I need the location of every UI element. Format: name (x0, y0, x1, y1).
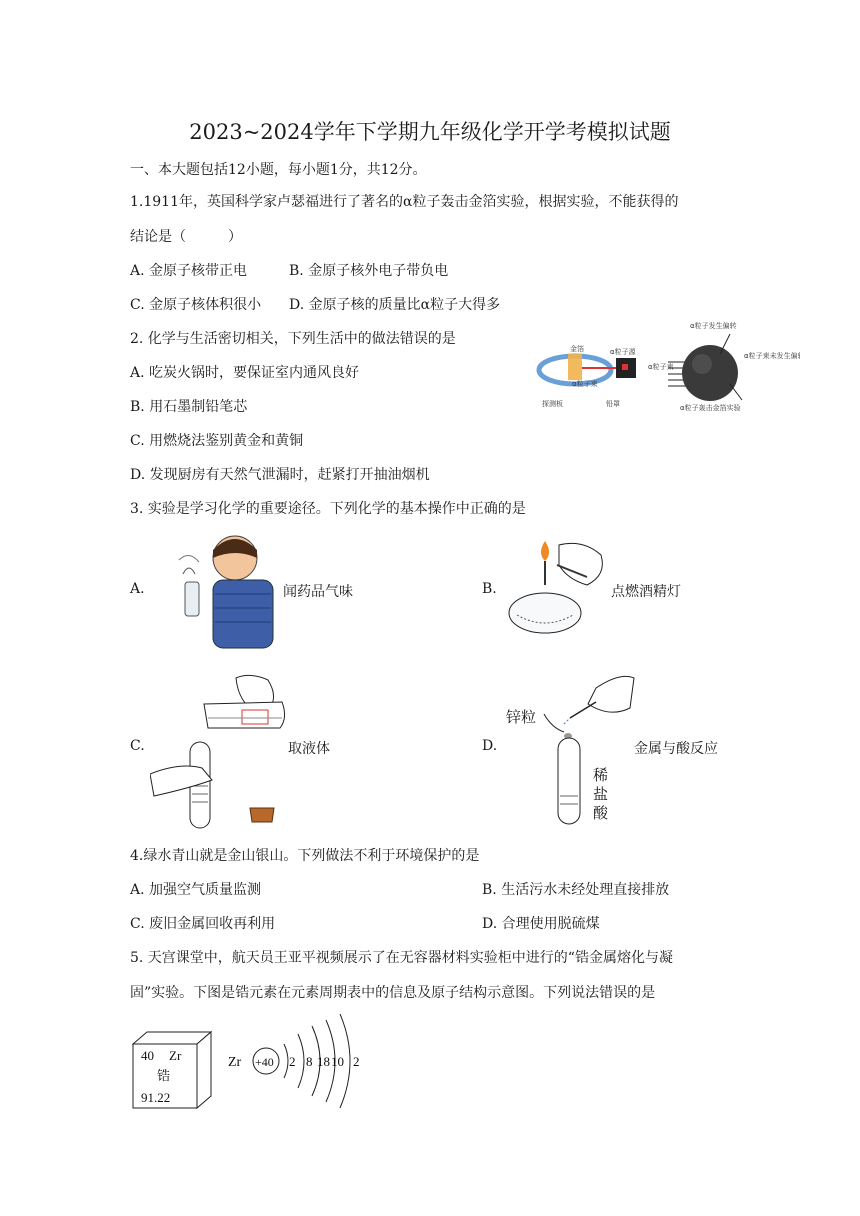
shell-1: 2 (289, 1054, 296, 1069)
acid-label-char-2: 盐 (593, 785, 609, 803)
q3-a-letter: A. (130, 581, 145, 597)
q4-option-c: C. 废旧金属回收再利用 (130, 916, 276, 932)
q2-stem: 2. 化学与生活密切相关，下列生活中的做法错误的是 (130, 331, 456, 347)
fig-label-beam2: α粒子束 (648, 363, 674, 371)
q3-b-letter: B. (482, 581, 497, 597)
q1-option-b: B. 金原子核外电子带负电 (289, 263, 449, 279)
q3-d-figure (540, 668, 640, 837)
rutherford-figure (530, 318, 800, 422)
page-title: 2023~2024学年下学期九年级化学开学考模拟试题 (189, 120, 671, 144)
q2-option-d: D. 发现厨房有天然气泄漏时，赶紧打开抽油烟机 (130, 467, 430, 483)
atom-symbol: Zr (228, 1055, 242, 1070)
q4-option-d: D. 合理使用脱硫煤 (482, 916, 600, 932)
q3-a-figure (165, 530, 285, 654)
q1-option-a: A. 金原子核带正电 (130, 263, 248, 279)
element-cell-figure (129, 1030, 219, 1116)
q3-stem: 3. 实验是学习化学的重要途径。下列化学的基本操作中正确的是 (130, 501, 526, 517)
q3-b-figure (497, 535, 617, 649)
atom-nucleus: +40 (255, 1055, 274, 1069)
fig-label-deflect: α粒子发生偏转 (690, 322, 737, 330)
shell-4: 10 (331, 1054, 344, 1069)
section-heading: 一、本大题包括12小题，每小题1分，共12分。 (130, 162, 427, 178)
q4-stem: 4.绿水青山就是金山银山。下列做法不利于环境保护的是 (130, 848, 480, 864)
shell-2: 8 (306, 1054, 313, 1069)
element-name: 锆 (157, 1069, 171, 1084)
q1-stem-line1: 1.1911年，英国科学家卢瑟福进行了著名的α粒子轰击金箔实验，根据实验，不能获得的 (130, 194, 679, 210)
fig-label-foil: 金箔 (570, 345, 584, 353)
q3-d-zinc-label: 锌粒 (506, 708, 537, 726)
atom-structure-figure (226, 1012, 366, 1116)
fig-label-nodeflect: α粒子束未发生偏转 (744, 352, 800, 360)
element-mass: 91.22 (141, 1090, 171, 1105)
fig-caption: α粒子轰击金箔实验 (680, 404, 741, 412)
fig-label-lead: 铅罩 (606, 400, 620, 408)
q3-d-acid-label (593, 766, 611, 823)
q3-c-letter: C. (130, 738, 145, 754)
q2-option-c: C. 用燃烧法鉴别黄金和黄铜 (130, 433, 304, 449)
q2-option-b: B. 用石墨制铅笔芯 (130, 399, 248, 415)
q1-option-d: D. 金原子核的质量比α粒子大得多 (289, 297, 501, 313)
shell-3: 18 (317, 1054, 330, 1069)
q5-stem-line1: 5. 天宫课堂中，航天员王亚平视频展示了在无容器材料实验柜中进行的“锆金属熔化与凝 (130, 950, 673, 966)
q4-option-a: A. 加强空气质量监测 (130, 882, 262, 898)
element-number: 40 (141, 1048, 154, 1063)
fig-label-screen: 探测板 (542, 400, 563, 408)
q3-d-letter: D. (482, 738, 498, 754)
q3-a-caption: 闻药品气味 (283, 584, 353, 600)
shell-5: 2 (353, 1054, 360, 1069)
q2-option-a: A. 吃炭火锅时，要保证室内通风良好 (130, 365, 360, 381)
q1-option-c: C. 金原子核体积很小 (130, 297, 262, 313)
q3-c-caption: 取液体 (288, 741, 330, 757)
acid-label-char-1: 稀 (593, 766, 609, 784)
q3-b-caption: 点燃酒精灯 (611, 584, 681, 600)
q5-stem-line2: 固”实验。下图是锆元素在元素周期表中的信息及原子结构示意图。下列说法错误的是 (130, 985, 656, 1001)
q3-c-figure (150, 668, 290, 837)
q1-stem-line2: 结论是（ ） (130, 229, 242, 245)
q3-d-caption: 金属与酸反应 (634, 741, 718, 757)
fig-label-beam: α粒子束 (572, 380, 598, 388)
element-symbol: Zr (169, 1048, 182, 1063)
q4-option-b: B. 生活污水未经处理直接排放 (482, 882, 670, 898)
acid-label-char-3: 酸 (593, 804, 609, 822)
fig-label-source: α粒子源 (610, 348, 636, 356)
